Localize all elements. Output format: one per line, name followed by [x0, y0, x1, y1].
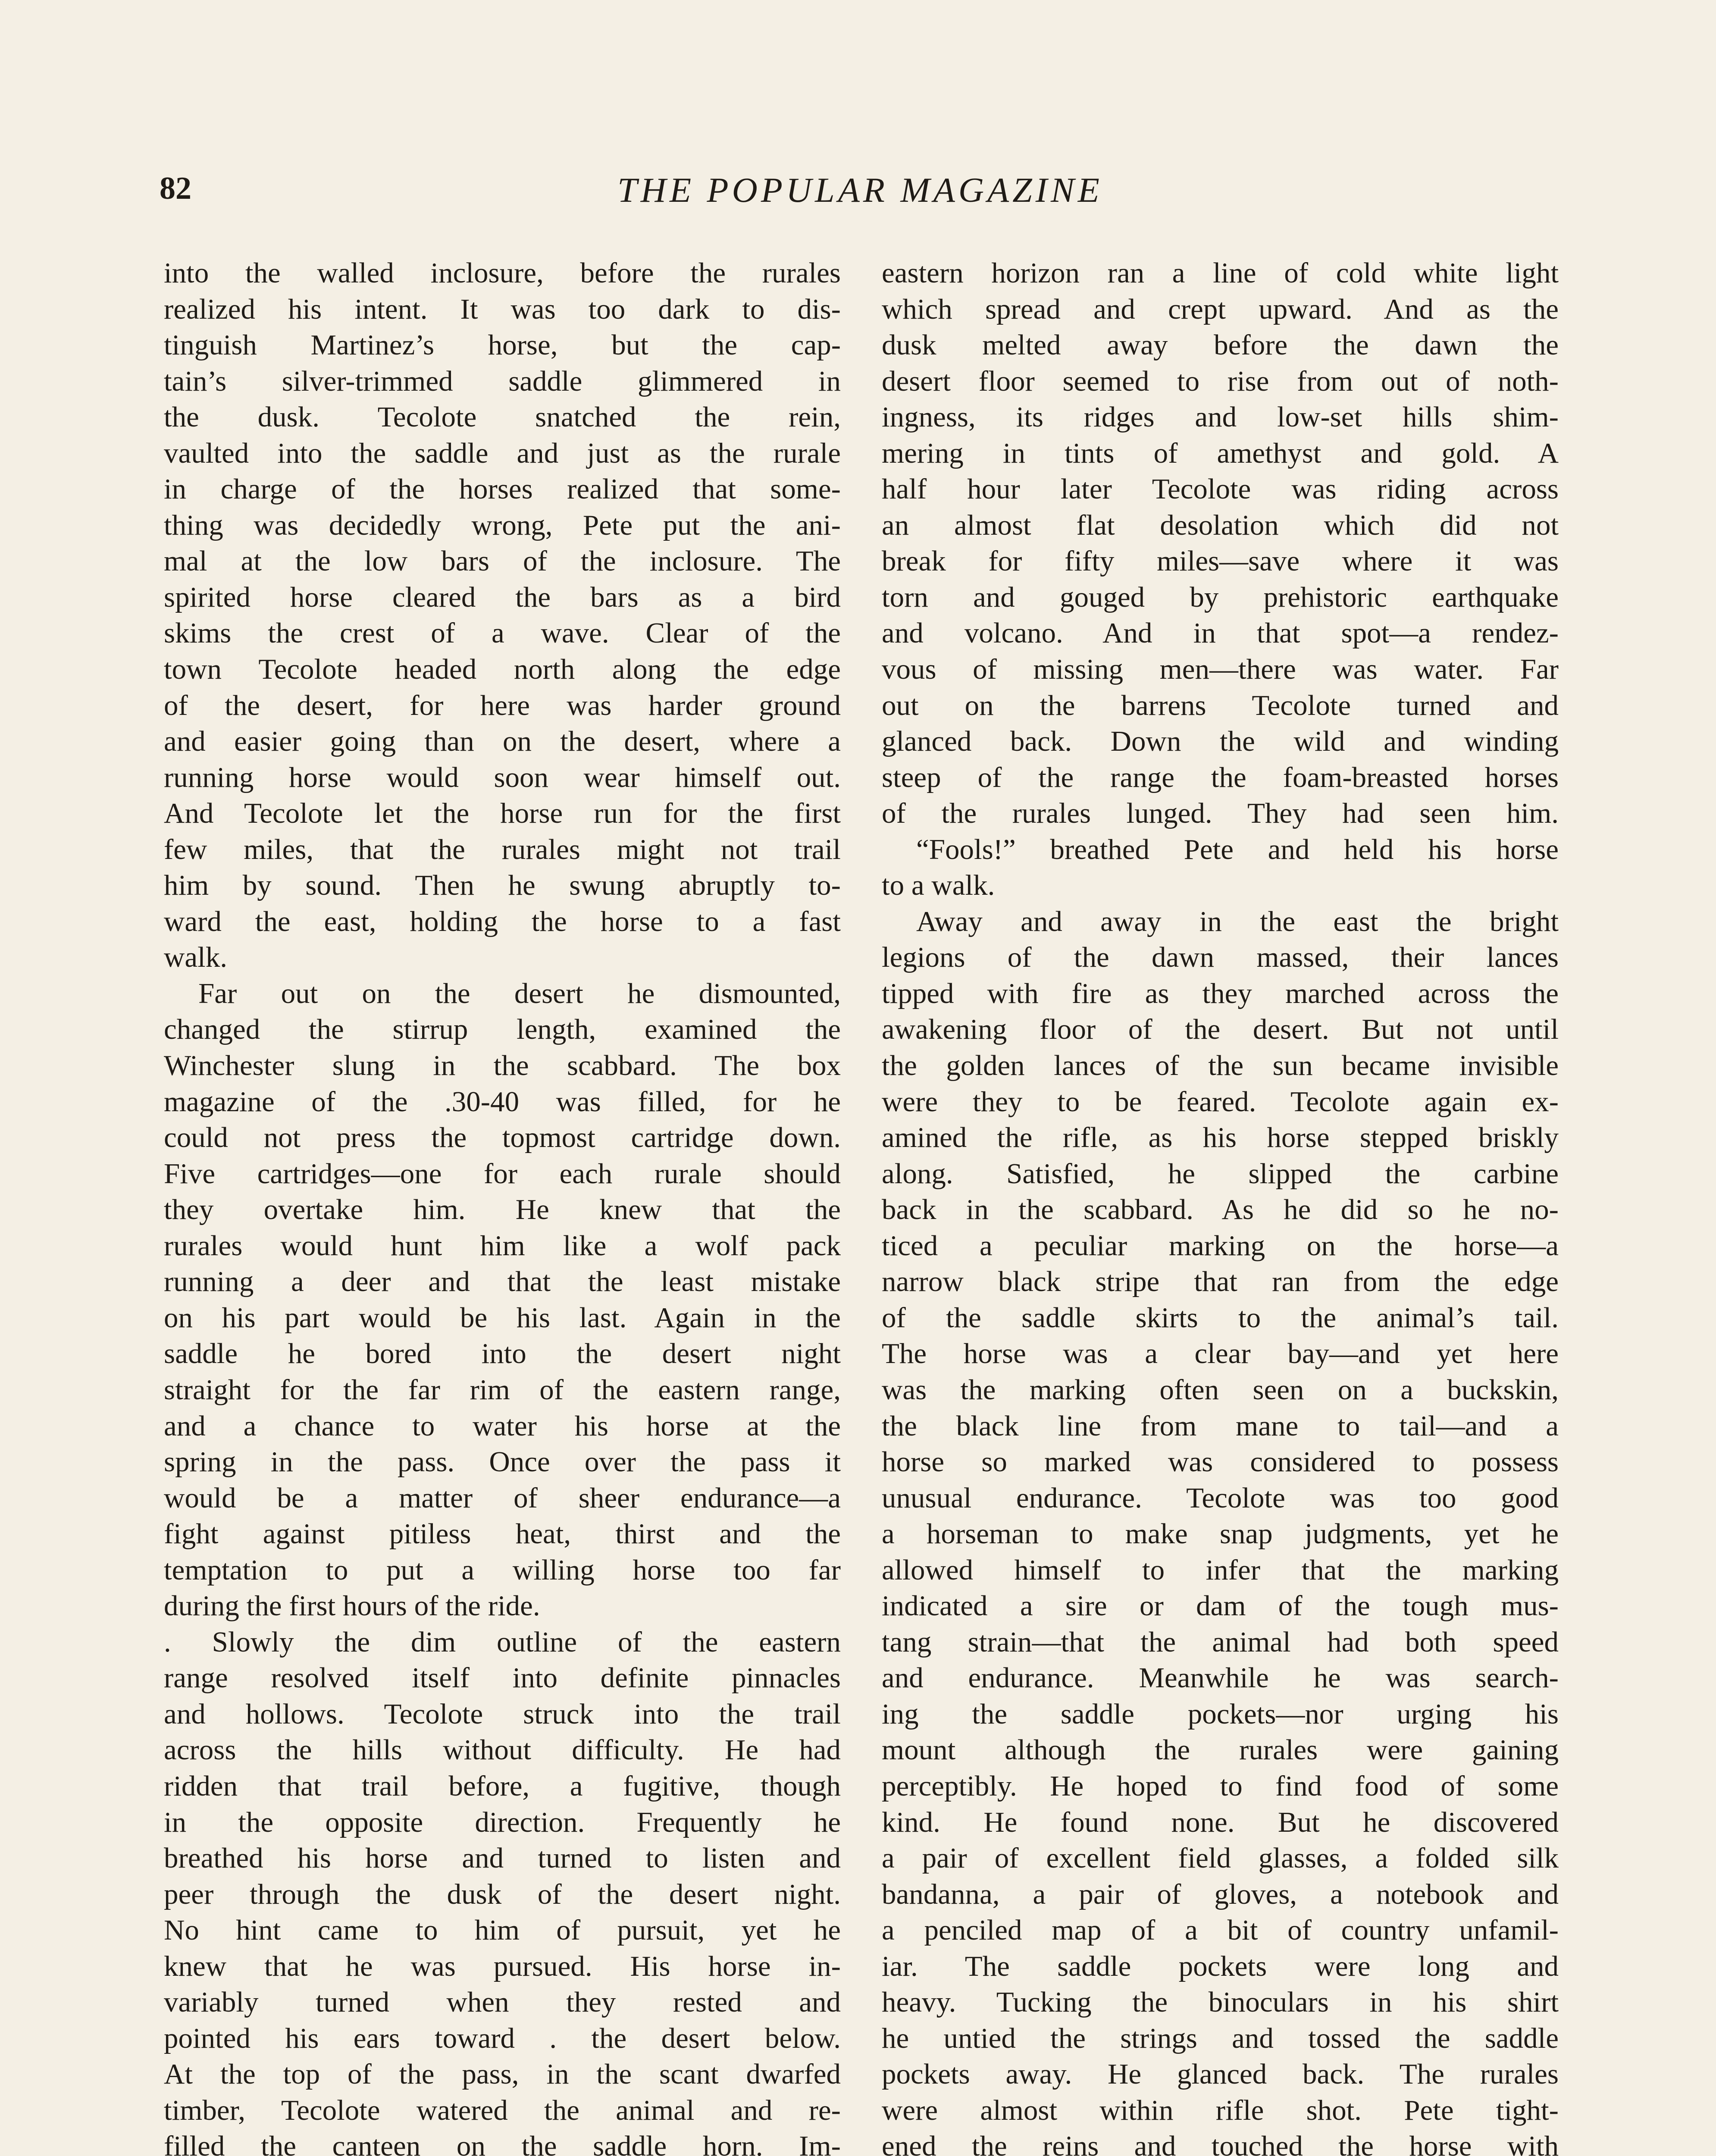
text-line: ened the reins and touched the horse with [882, 2130, 1559, 2156]
text-line: thing was decidedly wrong, Pete put the ani- [164, 509, 841, 541]
text-line: breathed his horse and turned to listen and [164, 1842, 841, 1874]
text-line: saddle he bored into the desert night [164, 1338, 841, 1370]
text-line: and a chance to water his horse at the [164, 1410, 841, 1442]
text-line: dusk melted away before the dawn the [882, 329, 1559, 361]
text-line: ward the east, holding the horse to a fast [164, 905, 841, 937]
text-line: rurales would hunt him like a wolf pack [164, 1229, 841, 1262]
text-line: could not press the topmost cartridge down. [164, 1122, 841, 1154]
text-line: magazine of the .30-40 was filled, for he [164, 1085, 841, 1118]
text-line: horse so marked was considered to possess [882, 1446, 1559, 1478]
text-line: indicated a sire or dam of the tough mus- [882, 1590, 1559, 1622]
text-line: ticed a peculiar marking on the horse—a [882, 1229, 1559, 1262]
text-line: which spread and crept upward. And as the [882, 293, 1559, 325]
text-line: an almost flat desolation which did not [882, 509, 1559, 541]
text-line: tinguish Martinez’s horse, but the cap- [164, 329, 841, 361]
text-line: changed the stirrup length, examined the [164, 1013, 841, 1046]
text-line: At the top of the pass, in the scant dwarfed [164, 2058, 841, 2090]
text-line: The horse was a clear bay—and yet here [882, 1338, 1559, 1370]
text-line: in charge of the horses realized that some- [164, 473, 841, 505]
text-line: temptation to put a willing horse too far [164, 1554, 841, 1586]
text-line: during the first hours of the ride. [164, 1590, 540, 1622]
text-line: walk. [164, 941, 227, 974]
text-line: they overtake him. He knew that the [164, 1194, 841, 1226]
text-line: And Tecolote let the horse run for the first [164, 797, 841, 830]
text-line: a horseman to make snap judgments, yet he [882, 1518, 1559, 1550]
text-line: “Fools!” breathed Pete and held his horse [916, 833, 1559, 865]
text-line: pockets away. He glanced back. The rurales [882, 2058, 1559, 2090]
text-line: Five cartridges—one for each rurale should [164, 1157, 841, 1190]
text-line: of the saddle skirts to the animal’s tail. [882, 1301, 1559, 1334]
text-line: tang strain—that the animal had both speed [882, 1626, 1559, 1658]
text-line: heavy. Tucking the binoculars in his shirt [882, 1986, 1559, 2018]
text-line: town Tecolote headed north along the edge [164, 653, 841, 686]
text-line: vaulted into the saddle and just as the rurale [164, 437, 841, 469]
text-line: into the walled inclosure, before the rurales [164, 257, 841, 289]
text-line: knew that he was pursued. His horse in- [164, 1950, 841, 1982]
text-line: awakening floor of the desert. But not until [882, 1013, 1559, 1046]
text-line: would be a matter of sheer endurance—a [164, 1482, 841, 1514]
left-text-column [164, 255, 841, 2156]
text-line: him by sound. Then he swung abruptly to- [164, 869, 841, 902]
text-line: skims the crest of a wave. Clear of the [164, 617, 841, 649]
text-line: back in the scabbard. As he did so he no- [882, 1194, 1559, 1226]
text-line: tain’s silver-trimmed saddle glimmered in [164, 365, 841, 397]
text-line: timber, Tecolote watered the animal and re- [164, 2094, 841, 2126]
text-line: straight for the far rim of the eastern range, [164, 1373, 841, 1406]
text-line: mount although the rurales were gaining [882, 1734, 1559, 1766]
text-line: the dusk. Tecolote snatched the rein, [164, 401, 841, 433]
text-line: along. Satisfied, he slipped the carbine [882, 1157, 1559, 1190]
text-line: fight against pitiless heat, thirst and the [164, 1518, 841, 1550]
magazine-title: THE POPULAR MAGAZINE [617, 170, 1103, 210]
text-line: and hollows. Tecolote struck into the trail [164, 1698, 841, 1730]
text-line: were they to be feared. Tecolote again ex- [882, 1085, 1559, 1118]
text-line: of the rurales lunged. They had seen him. [882, 797, 1559, 830]
text-line: filled the canteen on the saddle horn. Im- [164, 2130, 841, 2156]
text-line: peer through the dusk of the desert night. [164, 1878, 841, 1910]
text-line: a pair of excellent field glasses, a folded silk [882, 1842, 1559, 1874]
text-line: perceptibly. He hoped to find food of some [882, 1770, 1559, 1802]
text-line: range resolved itself into definite pinnacles [164, 1662, 841, 1694]
text-line: allowed himself to infer that the marking [882, 1554, 1559, 1586]
right-text-column [882, 255, 1559, 2156]
text-line: ing the saddle pockets—nor urging his [882, 1698, 1559, 1730]
text-line: kind. He found none. But he discovered [882, 1806, 1559, 1838]
text-line: and volcano. And in that spot—a rendez- [882, 617, 1559, 649]
text-line: in the opposite direction. Frequently he [164, 1806, 841, 1838]
text-line: few miles, that the rurales might not trail [164, 833, 841, 865]
text-line: narrow black stripe that ran from the edge [882, 1266, 1559, 1298]
text-line: running horse would soon wear himself out. [164, 761, 841, 793]
text-line: steep of the range the foam-breasted horses [882, 761, 1559, 793]
text-line: bandanna, a pair of gloves, a notebook and [882, 1878, 1559, 1910]
text-line: . Slowly the dim outline of the eastern [164, 1626, 841, 1658]
text-line: torn and gouged by prehistoric earthquake [882, 581, 1559, 613]
text-line: realized his intent. It was too dark to dis- [164, 293, 841, 325]
text-line: Away and away in the east the bright [916, 905, 1559, 937]
text-line: unusual endurance. Tecolote was too good [882, 1482, 1559, 1514]
text-line: tipped with fire as they marched across the [882, 977, 1559, 1009]
text-line: the black line from mane to tail—and a [882, 1410, 1559, 1442]
text-line: variably turned when they rested and [164, 1986, 841, 2018]
text-line: Winchester slung in the scabbard. The box [164, 1050, 841, 1082]
text-line: across the hills without difficulty. He had [164, 1734, 841, 1766]
text-line: and easier going than on the desert, where a [164, 725, 841, 758]
text-line: were almost within rifle shot. Pete tight- [882, 2094, 1559, 2126]
text-line: and endurance. Meanwhile he was search- [882, 1662, 1559, 1694]
text-line: desert floor seemed to rise from out of noth- [882, 365, 1559, 397]
text-line: mal at the low bars of the inclosure. The [164, 545, 841, 577]
text-line: pointed his ears toward . the desert below. [164, 2022, 841, 2054]
text-line: out on the barrens Tecolote turned and [882, 689, 1559, 721]
text-line: half hour later Tecolote was riding across [882, 473, 1559, 505]
page-number: 82 [160, 171, 191, 206]
text-line: ridden that trail before, a fugitive, though [164, 1770, 841, 1802]
text-line: to a walk. [882, 869, 995, 902]
text-line: running a deer and that the least mistake [164, 1266, 841, 1298]
text-line: Far out on the desert he dismounted, [198, 977, 841, 1009]
text-line: amined the rifle, as his horse stepped briskly [882, 1122, 1559, 1154]
text-line: break for fifty miles—save where it was [882, 545, 1559, 577]
text-line: of the desert, for here was harder ground [164, 689, 841, 721]
text-line: ingness, its ridges and low-set hills shim- [882, 401, 1559, 433]
text-line: he untied the strings and tossed the saddle [882, 2022, 1559, 2054]
text-line: glanced back. Down the wild and winding [882, 725, 1559, 758]
text-line: mering in tints of amethyst and gold. A [882, 437, 1559, 469]
text-line: on his part would be his last. Again in the [164, 1301, 841, 1334]
text-line: No hint came to him of pursuit, yet he [164, 1914, 841, 1946]
text-line: eastern horizon ran a line of cold white light [882, 257, 1559, 289]
text-line: vous of missing men—there was water. Far [882, 653, 1559, 686]
text-line: was the marking often seen on a buckskin, [882, 1373, 1559, 1406]
page-header [160, 172, 1561, 229]
text-line: spirited horse cleared the bars as a bird [164, 581, 841, 613]
text-line: legions of the dawn massed, their lances [882, 941, 1559, 974]
text-line: a penciled map of a bit of country unfamil- [882, 1914, 1559, 1946]
text-line: spring in the pass. Once over the pass it [164, 1446, 841, 1478]
text-line: the golden lances of the sun became invisible [882, 1050, 1559, 1082]
text-line: iar. The saddle pockets were long and [882, 1950, 1559, 1982]
